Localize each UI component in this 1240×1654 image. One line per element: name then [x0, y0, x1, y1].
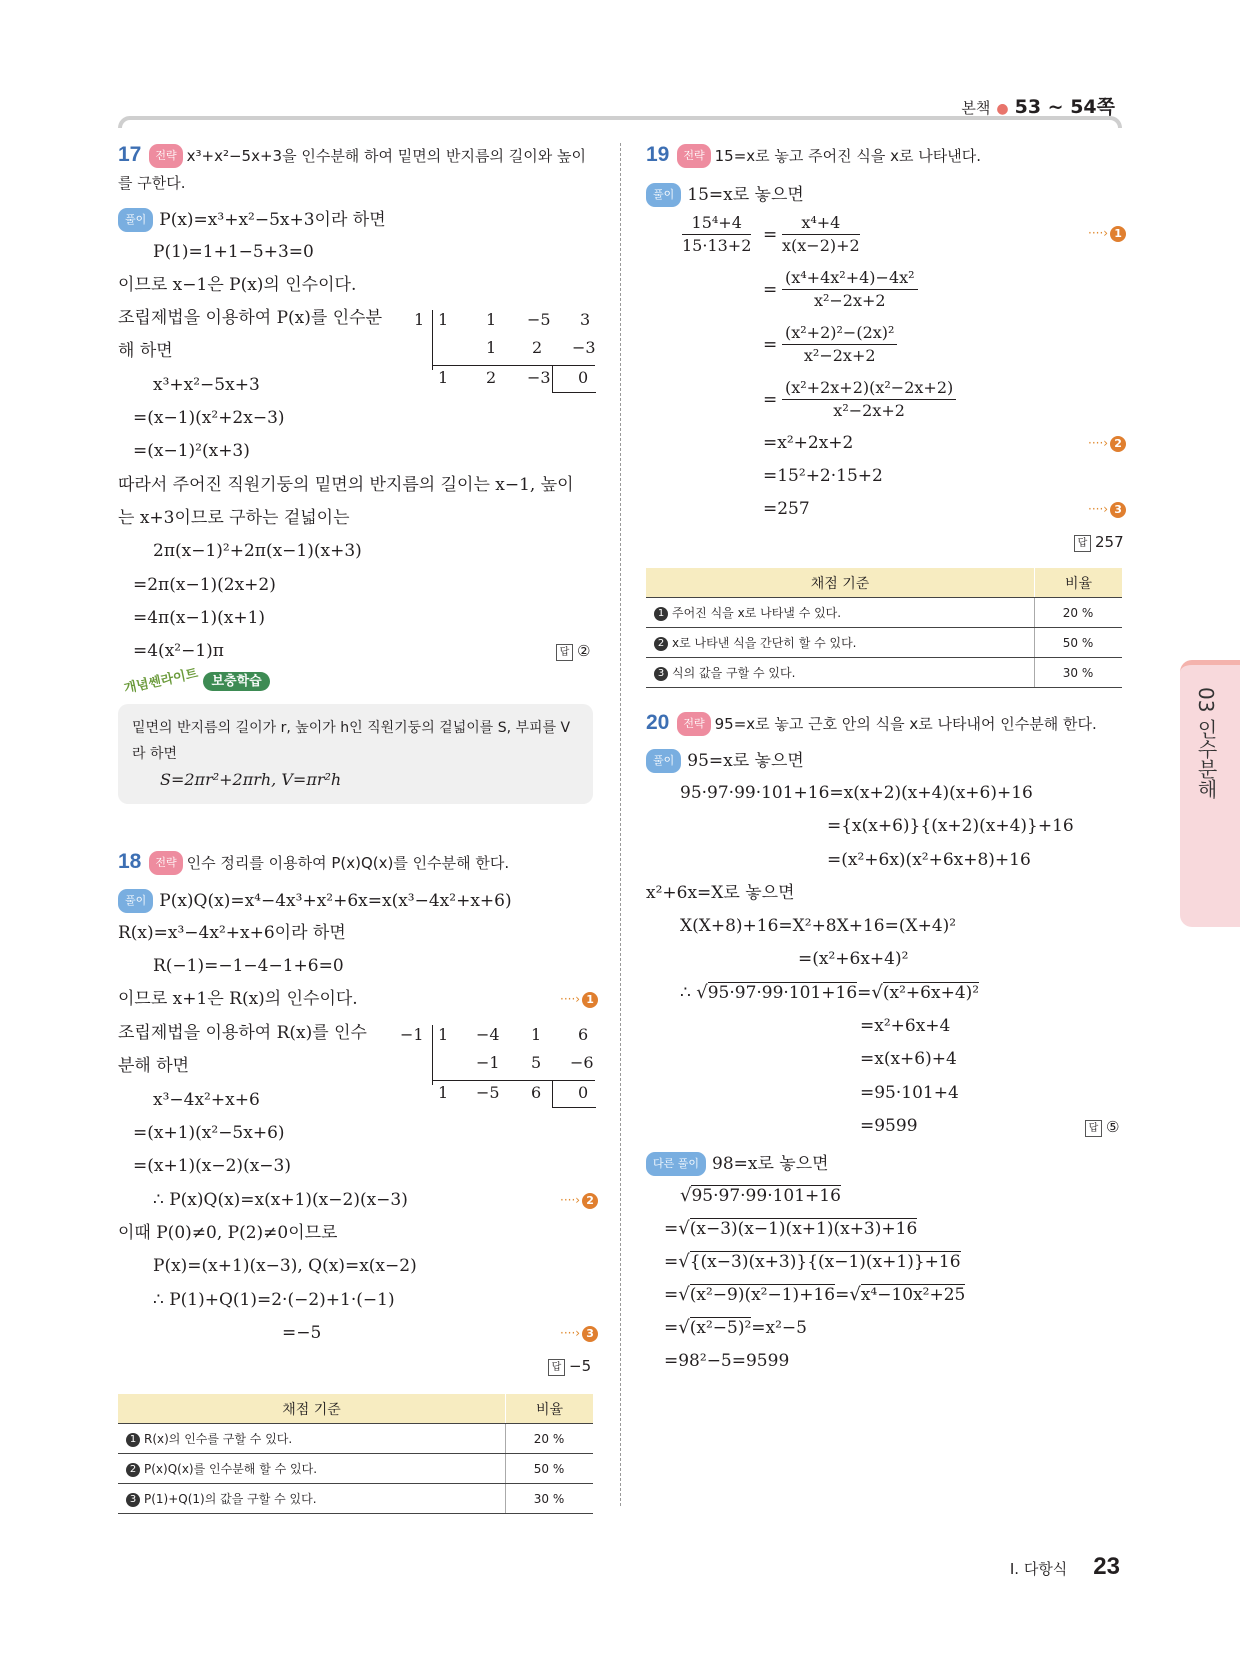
page-header — [961, 92, 1115, 119]
math-line: =(x²+6x+4)² — [798, 949, 909, 969]
answer — [556, 642, 590, 661]
strategy-text: x³+x²−5x+3을 인수분해 하여 밑면의 반지름의 길이와 높이 — [186, 147, 586, 165]
page-number: 23 — [1093, 1553, 1120, 1580]
answer-mark: 답 — [548, 1359, 565, 1376]
radicand: 95·97·99·101+16 — [691, 1186, 841, 1206]
math-line: =(x−1)²(x+3) — [133, 441, 250, 461]
ratio-value: 30 % — [1035, 658, 1123, 688]
math-line: R(−1)=−1−4−1+6=0 — [153, 956, 344, 976]
synth-cell: −4 — [476, 1025, 500, 1044]
table-row — [646, 598, 1122, 628]
synth-root: −1 — [400, 1025, 424, 1044]
synth-cell: −3 — [527, 368, 551, 387]
synth-cell: −5 — [476, 1083, 500, 1102]
synth-remainder: 0 — [578, 368, 589, 387]
note-line: 라 하면 — [132, 746, 178, 762]
synth-cell: −1 — [476, 1053, 500, 1072]
math-line: =(x−1)(x²+2x−3) — [133, 408, 285, 428]
radicand: (x−3)(x−1)(x+1)(x+3)+16 — [689, 1219, 918, 1239]
sqrt-line: =√{(x−3)(x+3)}{(x−1)(x+1)}+16 — [664, 1251, 961, 1272]
strategy-tag: 전략 — [677, 144, 710, 168]
math-line: ∴ P(x)Q(x)=x(x+1)(x−2)(x−3) — [153, 1190, 408, 1210]
answer — [548, 1357, 591, 1376]
table-header — [118, 1394, 593, 1424]
answer-mark: 답 — [1074, 535, 1091, 552]
note-header — [122, 666, 270, 697]
math-line: 조립제법을 이용하여 P(x)를 인수분 — [118, 308, 382, 328]
math-line: =95·101+4 — [860, 1083, 959, 1103]
math-line: 이므로 x+1은 R(x)의 인수이다. — [118, 989, 358, 1009]
question-number: 18 — [118, 850, 142, 873]
step-number: 3 — [582, 1326, 598, 1342]
q18-heading — [118, 851, 509, 875]
criteria-text: 식의 값을 구할 수 있다. — [672, 666, 796, 680]
col-ratio: 비율 — [1035, 568, 1123, 598]
math-line: 98=x로 놓으면 — [712, 1154, 829, 1174]
strategy-tag: 전략 — [677, 712, 710, 736]
fraction — [682, 212, 751, 257]
answer-mark: 답 — [1085, 1120, 1102, 1137]
numerator: (x²+2)²−(2x)² — [782, 322, 897, 345]
step-number: 3 — [126, 1493, 140, 1507]
sqrt-equation: ∴ √95·97·99·101+16=√(x²+6x+4)² — [680, 982, 980, 1003]
synth-remainder: 0 — [578, 1083, 589, 1102]
table-row — [118, 1484, 593, 1514]
answer-value: ② — [577, 642, 591, 660]
step-number: 2 — [1110, 436, 1126, 452]
synth-cell: 1 — [438, 368, 449, 387]
criteria-text: P(x)Q(x)를 인수분해 할 수 있다. — [144, 1462, 318, 1476]
step-marker: ····› 3 — [1088, 502, 1126, 518]
math-line: P(x)Q(x)=x⁴−4x³+x²+6x=x(x³−4x²+x+6) — [159, 891, 512, 911]
note-tag-supplement: 보충학습 — [203, 672, 269, 691]
math-line: =x²+6x+4 — [860, 1016, 951, 1036]
page-range: 53 ~ 54쪽 — [1014, 96, 1115, 118]
step-number: 3 — [1110, 502, 1126, 518]
math-line: ∴ P(1)+Q(1)=2·(−2)+1·(−1) — [153, 1290, 395, 1310]
numerator: (x⁴+4x²+4)−4x² — [782, 267, 918, 290]
denominator: x²−2x+2 — [803, 346, 876, 365]
synthetic-division — [410, 310, 595, 390]
math-line: =2π(x−1)(2x+2) — [133, 575, 276, 595]
strategy-text: 95=x로 놓고 근호 안의 식을 x로 나타내어 인수분해 한다. — [714, 715, 1097, 733]
ratio-value: 20 % — [1035, 598, 1123, 628]
denominator: x²−2x+2 — [813, 291, 886, 310]
math-line: 15=x로 놓으면 — [687, 185, 804, 205]
synth-cell: 5 — [531, 1053, 542, 1072]
ratio-value: 50 % — [1035, 628, 1123, 658]
q19-solution-line — [646, 183, 804, 207]
math-line: 95·97·99·101+16=x(x+2)(x+4)(x+6)+16 — [680, 783, 1033, 803]
math-line: 는 x+3이므로 구하는 겉넓이는 — [118, 508, 350, 528]
math-line: =(x²+6x)(x²+6x+8)+16 — [827, 850, 1031, 870]
answer-value: 257 — [1095, 533, 1124, 551]
math-line: 95=x로 놓으면 — [687, 751, 804, 771]
synth-cell: −5 — [527, 310, 551, 329]
step-marker: ····› 2 — [1088, 436, 1126, 452]
question-number: 17 — [118, 143, 142, 166]
answer — [1085, 1118, 1119, 1137]
step-marker: ····› 3 — [560, 1326, 598, 1342]
criteria-text: P(1)+Q(1)의 값을 구할 수 있다. — [144, 1492, 317, 1506]
synth-cell: 6 — [578, 1025, 589, 1044]
math-line: =4(x²−1)π — [133, 641, 224, 661]
strategy-tag: 전략 — [149, 851, 182, 875]
step-marker: ····› 2 — [560, 1193, 598, 1209]
radicand: (x²−5)² — [689, 1318, 752, 1338]
math-line: =(x+1)(x²−5x+6) — [133, 1123, 285, 1143]
synth-cell: −3 — [572, 338, 596, 357]
math-line: 2π(x−1)²+2π(x−1)(x+3) — [153, 541, 362, 561]
sqrt-line: =√(x²−9)(x²−1)+16=√x⁴−10x²+25 — [664, 1284, 966, 1305]
math-line: 이때 P(0)≠0, P(2)≠0이므로 — [118, 1223, 338, 1243]
step-number: 1 — [654, 607, 668, 621]
math-line: P(1)=1+1−5+3=0 — [153, 242, 314, 262]
q17-solution-line — [118, 208, 386, 232]
math-line: =98²−5=9599 — [664, 1351, 790, 1371]
page-footer — [1010, 1553, 1120, 1581]
synth-cell: 1 — [531, 1025, 542, 1044]
synth-cell: 1 — [438, 310, 449, 329]
solution-tag: 풀이 — [646, 183, 681, 207]
table-row — [118, 1424, 593, 1454]
synth-cell: −6 — [570, 1053, 594, 1072]
answer-value: −5 — [569, 1357, 592, 1375]
math-line: =9599 — [860, 1116, 918, 1136]
math-line: P(x)=x³+x²−5x+3이라 하면 — [159, 210, 386, 230]
chapter-label: 03 인수분해 — [1194, 687, 1218, 799]
step-marker: ····› 1 — [560, 992, 598, 1008]
math-line: 분해 하면 — [118, 1056, 190, 1076]
column-divider — [620, 143, 621, 1506]
math-line: 따라서 주어진 직원기둥의 밑면의 반지름의 길이는 x−1, 높이 — [118, 475, 574, 495]
math-line: =257 — [763, 499, 810, 519]
math-line: X(X+8)+16=X²+8X+16=(X+4)² — [680, 916, 957, 936]
q19-scoring-table — [646, 568, 1122, 688]
math-line: P(x)=(x+1)(x−3), Q(x)=x(x−2) — [153, 1256, 417, 1276]
denominator: x(x−2)+2 — [782, 236, 860, 255]
criteria-text: 주어진 식을 x로 나타낼 수 있다. — [672, 606, 842, 620]
numerator: x⁴+4 — [782, 212, 860, 235]
ratio-value: 30 % — [506, 1484, 594, 1514]
q17-heading — [118, 144, 586, 168]
synth-cell: 6 — [531, 1083, 542, 1102]
table-row — [118, 1454, 593, 1484]
math-line: =15²+2·15+2 — [763, 466, 883, 486]
math-line: x³−4x²+x+6 — [153, 1090, 260, 1110]
synth-cell: 2 — [486, 368, 497, 387]
math-line: x²+6x=X로 놓으면 — [646, 883, 795, 903]
numerator: (x²+2x+2)(x²−2x+2) — [782, 377, 956, 400]
answer-value: ⑤ — [1106, 1118, 1120, 1136]
fraction — [782, 212, 860, 257]
math-line: R(x)=x³−4x²+x+6이라 하면 — [118, 923, 346, 943]
sqrt-line: =√(x²−5)²=x²−5 — [664, 1317, 807, 1338]
ratio-value: 50 % — [506, 1454, 594, 1484]
step-number: 2 — [582, 1193, 598, 1209]
table-header — [646, 568, 1122, 598]
synth-cell: 3 — [580, 310, 591, 329]
q19-heading — [646, 144, 981, 168]
math-line: =x²+2x+2 — [763, 433, 854, 453]
denominator: 15·13+2 — [682, 236, 752, 255]
math-line: =(x+1)(x−2)(x−3) — [133, 1156, 291, 1176]
radicand: 95·97·99·101+16 — [707, 983, 858, 1003]
math-line: =x(x+6)+4 — [860, 1049, 957, 1069]
col-criteria: 채점 기준 — [646, 568, 1035, 598]
fraction — [782, 267, 918, 312]
equals: = — [763, 225, 778, 245]
unit-label: Ⅰ. 다항식 — [1009, 1560, 1068, 1578]
solution-tag: 풀이 — [118, 208, 153, 232]
synth-cell: 1 — [438, 1025, 449, 1044]
fraction — [782, 322, 897, 367]
math-line: =4π(x−1)(x+1) — [133, 608, 266, 628]
question-number: 19 — [646, 143, 670, 166]
math-line: 해 하면 — [118, 341, 173, 361]
synth-cell: 1 — [486, 338, 497, 357]
denominator: x²−2x+2 — [833, 401, 905, 420]
step-marker: ····› 1 — [1088, 226, 1126, 242]
math-line: 이므로 x−1은 P(x)의 인수이다. — [118, 275, 357, 295]
q20-solution-line — [646, 749, 804, 773]
ratio-value: 20 % — [506, 1424, 594, 1454]
numerator: 15⁴+4 — [682, 212, 751, 235]
step-number: 1 — [582, 992, 598, 1008]
criteria-text: x로 나타낸 식을 간단히 할 수 있다. — [672, 636, 857, 650]
step-number: 2 — [654, 637, 668, 651]
book-label: 본책 — [961, 99, 991, 117]
header-rule — [118, 116, 1122, 128]
q20-heading — [646, 712, 1097, 736]
step-number: 3 — [654, 667, 668, 681]
bullet-icon: ● — [996, 101, 1009, 117]
solution-tag: 풀이 — [118, 889, 153, 913]
synth-root: 1 — [414, 310, 425, 329]
radicand: (x²−9)(x²−1)+16 — [689, 1285, 836, 1305]
math-line: 조립제법을 이용하여 R(x)를 인수 — [118, 1023, 367, 1043]
synthetic-division — [398, 1025, 595, 1105]
strategy-text: 15=x로 놓고 주어진 식을 x로 나타낸다. — [714, 147, 982, 165]
step-number: 1 — [126, 1433, 140, 1447]
q18-solution-line — [118, 889, 512, 913]
note-formula: S=2πr²+2πrh, V=πr²h — [160, 770, 342, 789]
therefore-symbol: ∴ — [680, 983, 691, 1003]
answer-mark: 답 — [556, 644, 573, 661]
chapter-side-tab — [1180, 660, 1240, 927]
synth-cell: 2 — [532, 338, 543, 357]
synth-cell: 1 — [438, 1083, 449, 1102]
table-row — [646, 628, 1122, 658]
solution-tag: 풀이 — [646, 749, 681, 773]
col-ratio: 비율 — [506, 1394, 594, 1424]
fraction — [782, 377, 956, 422]
math-line: x³+x²−5x+3 — [153, 375, 260, 395]
math-line: =x²−5 — [751, 1318, 807, 1338]
alt-solution-tag: 다른 풀이 — [646, 1152, 706, 1176]
note-tag-concept: 개념쎈라이트 — [122, 666, 200, 697]
criteria-text: R(x)의 인수를 구할 수 있다. — [144, 1432, 293, 1446]
strategy-text: 인수 정리를 이용하여 P(x)Q(x)를 인수분해 한다. — [186, 854, 510, 872]
col-criteria: 채점 기준 — [118, 1394, 506, 1424]
strategy-text-cont: 를 구한다. — [118, 174, 186, 192]
radicand: x⁴−10x²+25 — [860, 1285, 966, 1305]
step-number: 1 — [1110, 226, 1126, 242]
equals: = — [763, 335, 778, 355]
answer — [1074, 533, 1124, 552]
step-number: 2 — [126, 1463, 140, 1477]
sqrt-line: =√(x−3)(x−1)(x+1)(x+3)+16 — [664, 1218, 918, 1239]
alt-solution-line — [646, 1152, 829, 1176]
radicand: (x²+6x+4)² — [882, 983, 980, 1003]
table-row — [646, 658, 1122, 688]
strategy-tag: 전략 — [149, 144, 182, 168]
q18-scoring-table — [118, 1394, 593, 1514]
math-line: ={x(x+6)}{(x+2)(x+4)}+16 — [827, 816, 1074, 836]
synth-cell: 1 — [486, 310, 497, 329]
note-line: 밑면의 반지름의 길이가 r, 높이가 h인 직원기둥의 겉넓이를 S, 부피를 V — [132, 720, 571, 736]
equals: = — [763, 390, 778, 410]
question-number: 20 — [646, 711, 670, 734]
radicand: {(x−3)(x+3)}{(x−1)(x+1)}+16 — [689, 1252, 961, 1272]
equals: = — [763, 280, 778, 300]
sqrt-line: √95·97·99·101+16 — [680, 1185, 841, 1206]
math-line: =−5 — [282, 1323, 322, 1343]
